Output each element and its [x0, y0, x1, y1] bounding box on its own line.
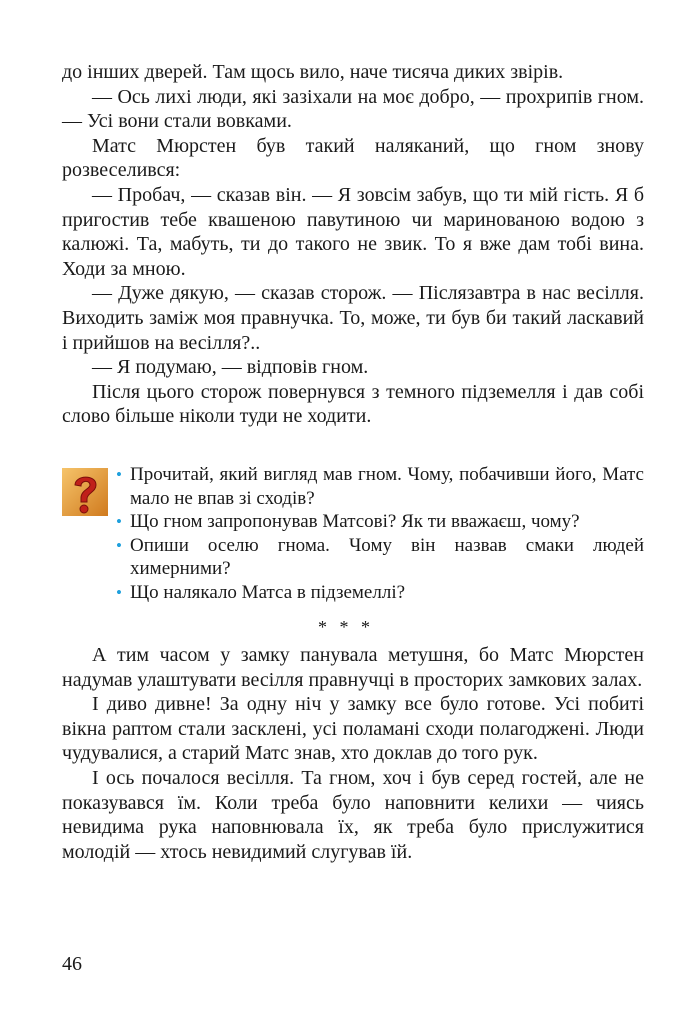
bullet: • — [116, 465, 122, 484]
bullet: • — [116, 535, 122, 555]
question-list — [116, 463, 644, 605]
paragraph: І диво дивне! За одну ніч у замку все було готове. Усі побиті вікна раптом стали засклені, усі поламані сходи полагоджені. Люди чудувалися, а старий Матс знав, хто доклав до того рук. — [62, 693, 644, 765]
paragraph: Матс Мюрстен був такий наляканий, що гном знову розвеселився: — [62, 134, 644, 182]
paragraph: Після цього сторож повернувся з темного підземелля і дав собі слово більше ніколи туди не ходити. — [62, 380, 644, 428]
question-item — [116, 510, 644, 534]
bullet: • — [116, 512, 122, 532]
story-text-bottom — [62, 643, 644, 864]
separator-text: * * * — [318, 617, 374, 637]
paragraph: — Пробач, — сказав він. — Я зовсім забув, що ти мій гість. Я б пригостив тебе квашеною павутиною чи маринованою водою з калюжі. Та, мабуть, ти до такого не звик. То я вже дам тобі вина. Ходи за мною. — [62, 183, 644, 280]
question-text: Опиши оселю гнома. Чому він назвав смаки людей химерними? — [130, 534, 644, 580]
question-text: Що гном запропонував Матсові? Як ти вважаєш, чому? — [130, 511, 580, 533]
bullet: • — [116, 582, 122, 602]
question-item — [116, 534, 644, 581]
question-text: Що налякало Матса в підземеллі? — [130, 581, 406, 603]
question-item — [116, 463, 644, 510]
story-text-top — [62, 60, 644, 429]
paragraph: — Дуже дякую, — сказав сторож. — Післязавтра в нас весілля. Виходить заміж моя правнучка. То, може, ти був би такий ласкавий і прийшов на весілля?.. — [62, 282, 644, 354]
question-mark-icon — [62, 468, 108, 516]
question-item — [116, 581, 644, 605]
paragraph: — Я подумаю, — відповів гном. — [92, 356, 369, 379]
paragraph: І ось почалося весілля. Та гном, хоч і був серед гостей, але не показувався їм. Коли треба було наповнити келихи — чиясь невидима рука наповнювала їх, як треба було прислужитися молодій — хтось невидимий слугував їй. — [62, 766, 644, 863]
section-separator — [62, 617, 644, 638]
paragraph: А тим часом у замку панувала метушня, бо Матс Мюрстен надумав улаштувати весілля правнучці в просторих замкових залах. — [62, 644, 644, 691]
page-number: 46 — [62, 953, 82, 975]
paragraph: до інших дверей. Там щось вило, наче тисяча диких звірів. — [62, 61, 564, 83]
question-text: Прочитай, який вигляд мав гном. Чому, побачивши його, Матс мало не впав зі сходів? — [130, 464, 644, 509]
paragraph: — Ось лихі люди, які зазіхали на моє добро, — прохрипів гном. — Усі вони стали вовками. — [62, 85, 644, 133]
